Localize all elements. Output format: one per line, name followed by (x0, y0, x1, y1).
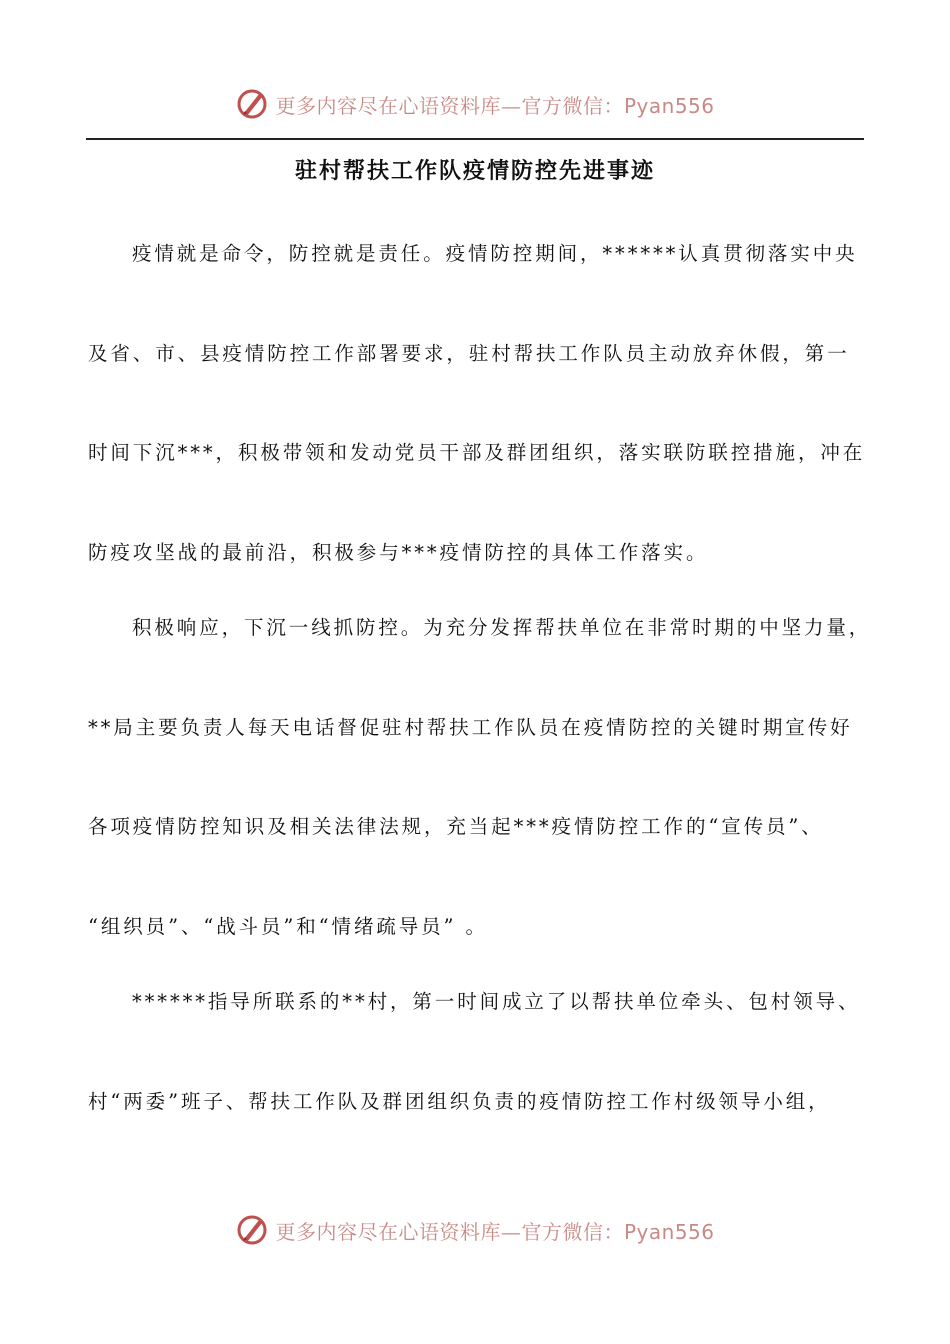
body-line: **局主要负责人每天电话督促驻村帮扶工作队员在疫情防控的关键时期宣传好 (88, 716, 853, 739)
body-line: 防疫攻坚战的最前沿，积极参与***疫情防控的具体工作落实。 (88, 541, 709, 564)
banner-wechat-id: Pyan556 (623, 93, 715, 118)
footer-banner (0, 1208, 950, 1252)
body-line: 各项疫情防控知识及相关法律法规，充当起***疫情防控工作的“宣传员”、 (88, 815, 824, 838)
body-line: 积极响应，下沉一线抓防控。为充分发挥帮扶单位在非常时期的中坚力量， (132, 616, 872, 639)
banner-main-text: 更多内容尽在心语资料库 (275, 1219, 501, 1244)
body-line: 时间下沉***，积极带领和发动党员干部及群团组织，落实联防联控措施，冲在 (88, 441, 866, 464)
header-banner (0, 82, 950, 126)
pen-circle-logo-icon (235, 87, 269, 121)
banner-label: 官方微信： (521, 1219, 624, 1244)
body-line: ******指导所联系的**村，第一时间成立了以帮扶单位牵头、包村领导、 (132, 990, 861, 1013)
document-title: 驻村帮扶工作队疫情防控先进事迹 (294, 159, 655, 184)
body-line: 疫情就是命令，防控就是责任。疫情防控期间，******认真贯彻落实中央 (132, 242, 858, 265)
pen-circle-logo-icon (235, 1213, 269, 1247)
banner-separator: — (500, 93, 522, 118)
header-divider (86, 138, 864, 140)
banner-wechat-id: Pyan556 (623, 1219, 715, 1244)
body-line: 村“两委”班子、帮扶工作队及群团组织负责的疫情防控工作村级领导小组， (88, 1090, 831, 1113)
banner-label: 官方微信： (521, 93, 624, 118)
body-line: 及省、市、县疫情防控工作部署要求，驻村帮扶工作队员主动放弃休假，第一 (88, 342, 850, 365)
banner-main-text: 更多内容尽在心语资料库 (275, 93, 501, 118)
banner-separator: — (500, 1219, 522, 1244)
body-line: “组织员”、“战斗员”和“情绪疏导员” 。 (88, 915, 488, 938)
